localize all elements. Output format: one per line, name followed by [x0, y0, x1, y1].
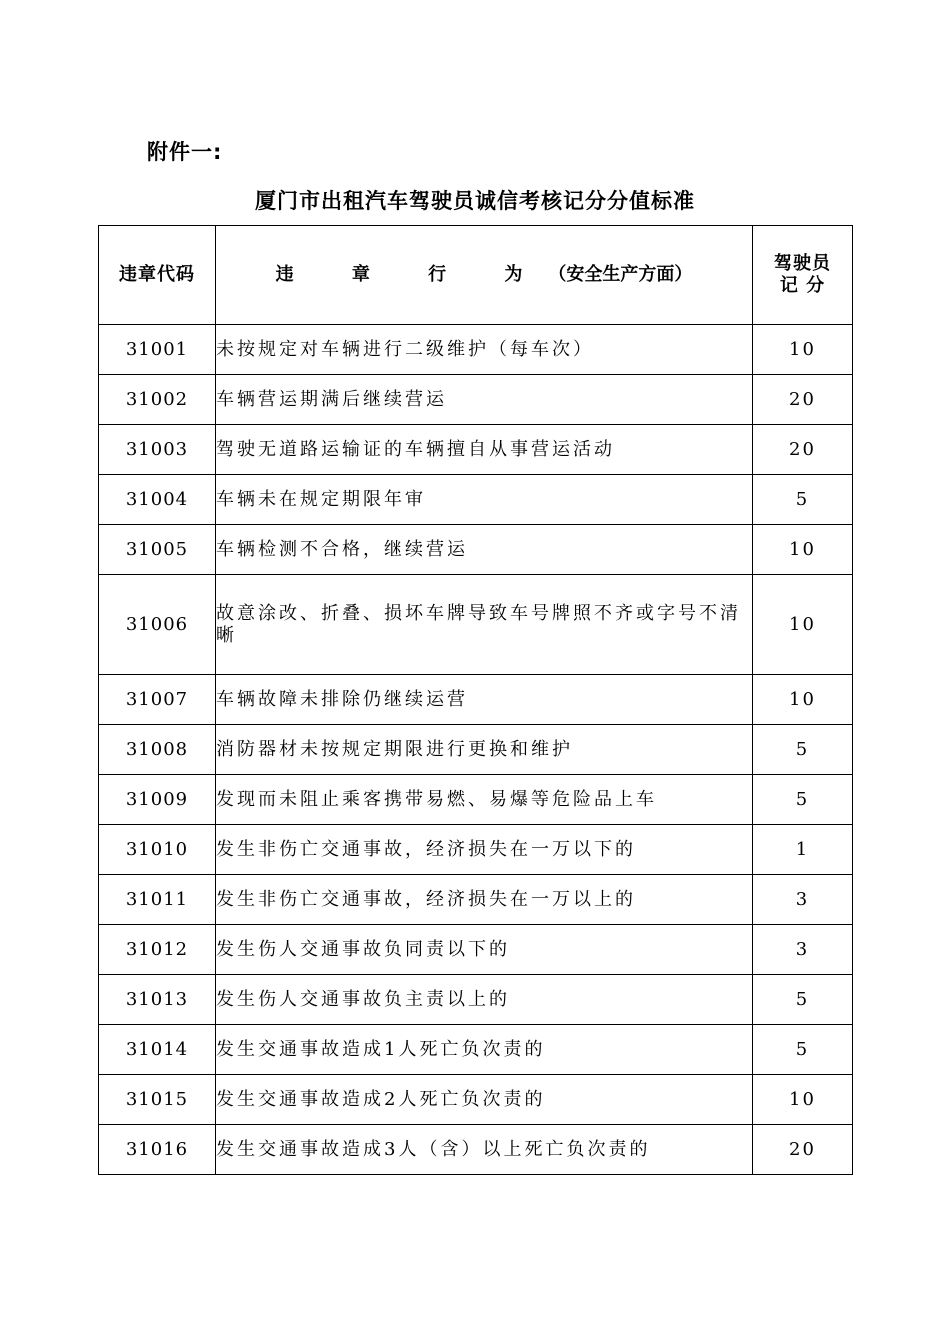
violation-code: 31013: [99, 975, 216, 1025]
violation-description: 车辆故障未排除仍继续运营: [216, 675, 753, 725]
violation-code: 31008: [99, 725, 216, 775]
violation-code: 31010: [99, 825, 216, 875]
violation-points: 3: [753, 925, 853, 975]
violation-description: 发生交通事故造成2人死亡负次责的: [216, 1075, 753, 1125]
header-behavior-main: 违 章 行 为: [275, 264, 549, 286]
table-row: [99, 1075, 853, 1125]
table-row: [99, 425, 853, 475]
table-header-row: [99, 226, 853, 325]
violation-points: 5: [753, 775, 853, 825]
violation-points: 5: [753, 475, 853, 525]
violation-points: 10: [753, 575, 853, 675]
violation-code: 31015: [99, 1075, 216, 1125]
violation-description: 发生伤人交通事故负主责以上的: [216, 975, 753, 1025]
violation-description: 车辆未在规定期限年审: [216, 475, 753, 525]
header-points-line2: 记 分: [779, 275, 826, 296]
violation-description: 故意涂改、折叠、损坏车牌导致车号牌照不齐或字号不清晰: [216, 575, 753, 675]
table-row: [99, 1125, 853, 1175]
violation-points: 5: [753, 1025, 853, 1075]
scoring-table: [98, 225, 853, 1175]
violation-points: 3: [753, 875, 853, 925]
table-row: [99, 725, 853, 775]
table-row: [99, 825, 853, 875]
table-row: [99, 875, 853, 925]
violation-description: 未按规定对车辆进行二级维护（每车次）: [216, 325, 753, 375]
violation-points: 10: [753, 325, 853, 375]
table-row: [99, 675, 853, 725]
attachment-label: 附件一:: [147, 140, 223, 164]
violation-code: 31005: [99, 525, 216, 575]
violation-description: 消防器材未按规定期限进行更换和维护: [216, 725, 753, 775]
table-row: [99, 925, 853, 975]
violation-points: 5: [753, 725, 853, 775]
violation-description: 发生非伤亡交通事故，经济损失在一万以下的: [216, 825, 753, 875]
table-row: [99, 575, 853, 675]
violation-description: 驾驶无道路运输证的车辆擅自从事营运活动: [216, 425, 753, 475]
violation-points: 10: [753, 525, 853, 575]
header-points-line1: 驾驶员: [774, 253, 831, 275]
document-title: 厦门市出租汽车驾驶员诚信考核记分分值标准: [255, 189, 695, 213]
table-row: [99, 325, 853, 375]
table-row: [99, 775, 853, 825]
violation-description: 车辆检测不合格，继续营运: [216, 525, 753, 575]
header-points: [753, 226, 853, 325]
header-behavior-note: （安全生产方面）: [548, 264, 693, 286]
table-row: [99, 1025, 853, 1075]
violation-code: 31014: [99, 1025, 216, 1075]
header-code: 违章代码: [99, 226, 216, 325]
violation-code: 31002: [99, 375, 216, 425]
violation-description: 发生伤人交通事故负同责以下的: [216, 925, 753, 975]
violation-description: 发生交通事故造成3人（含）以上死亡负次责的: [216, 1125, 753, 1175]
table-row: [99, 375, 853, 425]
table-row: [99, 525, 853, 575]
violation-points: 20: [753, 425, 853, 475]
violation-description: 发现而未阻止乘客携带易燃、易爆等危险品上车: [216, 775, 753, 825]
violation-description: 发生非伤亡交通事故，经济损失在一万以上的: [216, 875, 753, 925]
violation-code: 31012: [99, 925, 216, 975]
violation-code: 31004: [99, 475, 216, 525]
table-row: [99, 475, 853, 525]
violation-points: 10: [753, 675, 853, 725]
violation-points: 1: [753, 825, 853, 875]
violation-code: 31006: [99, 575, 216, 675]
violation-code: 31007: [99, 675, 216, 725]
header-behavior: [216, 226, 753, 325]
violation-code: 31011: [99, 875, 216, 925]
violation-points: 5: [753, 975, 853, 1025]
violation-points: 20: [753, 375, 853, 425]
table-row: [99, 975, 853, 1025]
violation-code: 31016: [99, 1125, 216, 1175]
violation-description: 发生交通事故造成1人死亡负次责的: [216, 1025, 753, 1075]
violation-code: 31009: [99, 775, 216, 825]
violation-points: 10: [753, 1075, 853, 1125]
violation-description: 车辆营运期满后继续营运: [216, 375, 753, 425]
violation-points: 20: [753, 1125, 853, 1175]
violation-code: 31001: [99, 325, 216, 375]
violation-code: 31003: [99, 425, 216, 475]
